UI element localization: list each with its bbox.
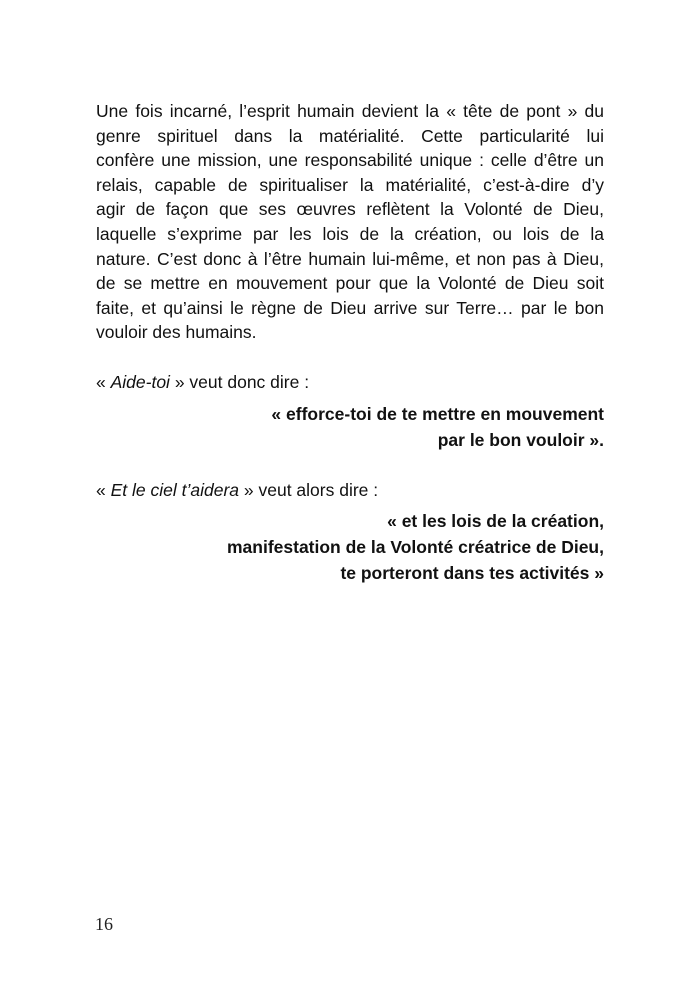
text-block <box>96 99 604 586</box>
spacer <box>96 345 604 370</box>
quote-line: manifestation de la Volonté créatrice de Dieu, <box>226 537 604 558</box>
paragraph-line: relais, capable de spiritualiser la matérialité, c’est-à-dire d’y <box>96 174 604 195</box>
aide-toi-intro <box>96 370 604 395</box>
quote-line: par le bon vouloir ». <box>437 429 604 450</box>
ciel-intro <box>96 478 604 503</box>
open-quote: « <box>96 371 111 392</box>
paragraph-line: vouloir des humains. <box>96 322 257 343</box>
aide-toi-quote <box>96 401 604 453</box>
paragraph-line: laquelle s’exprime par les lois de la création, ou lois de la <box>96 223 604 244</box>
ciel-quote <box>96 508 604 586</box>
paragraph-line: de se mettre en mouvement pour que la Volonté de Dieu soit <box>96 273 604 294</box>
quote-line: « et les lois de la création, <box>387 511 604 532</box>
paragraph-line: agir de façon que ses œuvres reflètent la Volonté de Dieu, <box>96 199 604 220</box>
body-paragraph <box>96 99 604 345</box>
intro-rest: » veut alors dire : <box>239 479 379 500</box>
open-quote: « <box>96 479 111 500</box>
spacer <box>96 453 604 478</box>
aide-toi-phrase: Aide-toi <box>110 371 170 392</box>
ciel-phrase: Et le ciel t’aidera <box>110 479 240 500</box>
quote-line: « efforce-toi de te mettre en mouvement <box>271 403 604 424</box>
paragraph-line: nature. C’est donc à l’être humain lui-même, et non pas à Dieu, <box>96 248 604 269</box>
paragraph-line: genre spirituel dans la matérialité. Cette particularité lui <box>96 125 604 146</box>
intro-rest: » veut donc dire : <box>169 371 310 392</box>
paragraph-line: faite, et qu’ainsi le règne de Dieu arrive sur Terre… par le bon <box>96 297 604 318</box>
quote-line: te porteront dans tes activités » <box>340 563 604 584</box>
page-number: 16 <box>95 914 113 934</box>
paragraph-line: confère une mission, une responsabilité unique : celle d’être un <box>96 150 604 171</box>
paragraph-line: Une fois incarné, l’esprit humain devient la « tête de pont » du <box>96 101 604 121</box>
